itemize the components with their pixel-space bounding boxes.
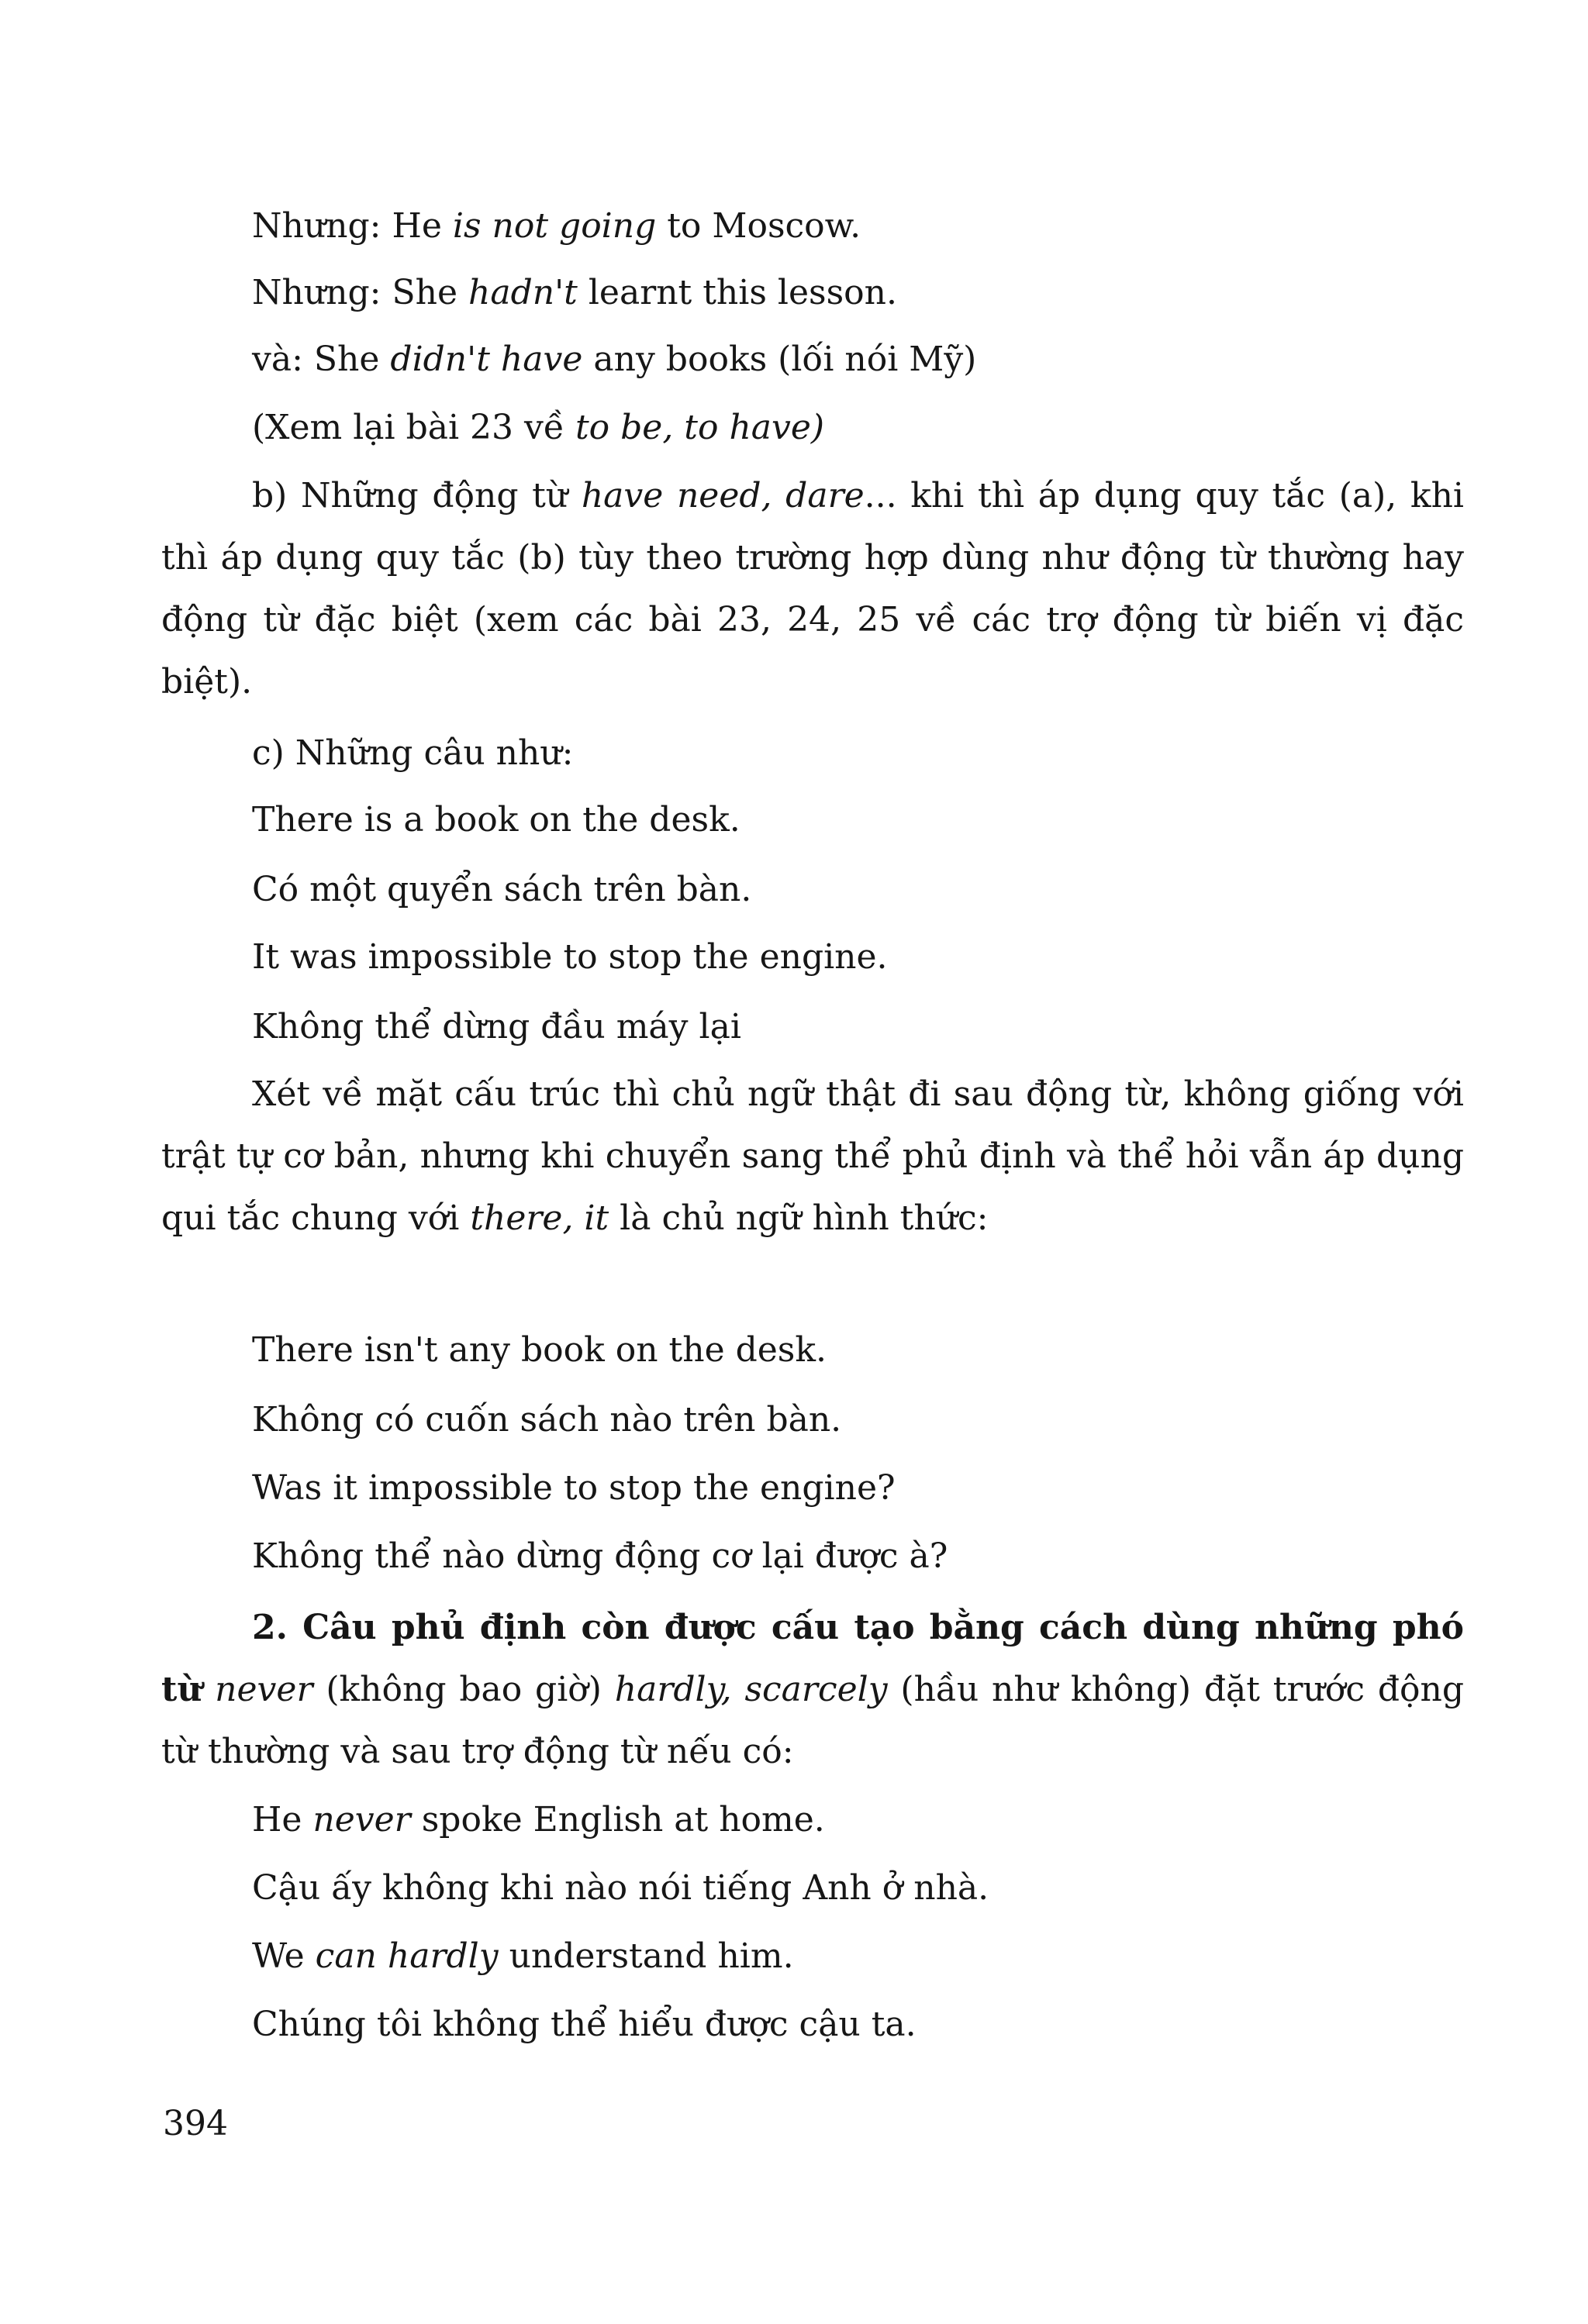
text-span: Nhưng: She [252,273,468,312]
example-line-16 [252,2002,917,2048]
italic-span: have need, dare [581,476,865,515]
text-span: to Moscow. [656,206,861,246]
paragraph-structure [161,1064,1464,1250]
example-line-3 [252,336,976,383]
text-span: understand him. [498,1936,794,1976]
text-span: c) Những câu như: [252,733,574,773]
example-line-7 [252,934,888,981]
example-line-8 [252,1004,741,1050]
example-line-10 [252,1397,841,1443]
italic-span: hardly, scarcely [614,1670,888,1709]
text-span [202,1670,215,1709]
paragraph-b [161,465,1464,713]
text-span: Không thể dừng đầu máy lại [252,1007,741,1046]
text-span: và: She [252,340,391,379]
text-span: Cậu ấy không khi nào nói tiếng Anh ở nhà. [252,1868,989,1908]
example-line-11 [252,1465,896,1512]
example-line-2 [252,270,897,316]
text-span: It was impossible to stop the engine. [252,937,888,977]
italic-span: hadn't [468,273,578,312]
text-span: Không có cuốn sách nào trên bàn. [252,1400,842,1440]
italic-span: didn't have [390,340,583,379]
text-span: Không thể nào dừng động cơ lại được à? [252,1536,948,1576]
bold-span: 2. Câu phủ định còn được cấu tạo bằng cách dùng những phó từ [161,1608,1464,1709]
example-line-13 [252,1797,825,1843]
text-span: There isn't any book on the desk. [252,1330,827,1370]
text-span: There is a book on the desk. [252,800,740,840]
page-number: 394 [163,2104,228,2143]
text-span: b) Những động từ [252,476,582,515]
text-span: Nhưng: He [252,206,453,246]
example-line-6 [252,867,751,913]
text-span: ... khi thì áp dụng quy tắc (a), khi thì áp dụng quy tắc (b) tùy theo trường hợp dùng như động từ thường hay động từ đặc biệt (xem các bài 23, 24, 25 về các trợ động từ biến vị đặc biệt). [161,476,1464,702]
text-span: Xét về mặt cấu trúc thì chủ ngữ thật đi sau động từ, không giống với trật tự cơ bản, nhưng khi chuyển sang thể phủ định và thể hỏi vẫn áp dụng qui tắc chung với [161,1074,1464,1238]
text-span: (hầu như không) đặt trước động từ thường và sau trợ động từ nếu có: [161,1670,1464,1771]
italic-span: there, it [470,1198,609,1238]
example-line-15 [252,1933,794,1980]
text-span: (Xem lại bài 23 về [252,408,575,447]
example-line-1 [252,203,861,250]
text-span: He [252,1800,313,1840]
example-line-14 [252,1865,989,1912]
text-span: là chủ ngữ hình thức: [609,1198,989,1238]
text-span: any books (lối nói Mỹ) [582,340,977,379]
text-span: Was it impossible to stop the engine? [252,1468,896,1508]
example-line-4 [252,405,824,451]
text-span: We [252,1936,316,1976]
example-line-9 [252,1327,827,1374]
paragraph-2 [161,1597,1464,1783]
example-line-5 [252,797,740,843]
italic-span: never [215,1670,313,1709]
text-span: learnt this lesson. [577,273,897,312]
text-span: Chúng tôi không thể hiểu được cậu ta. [252,2005,917,2044]
text-span: spoke English at home. [410,1800,825,1840]
example-line-12 [252,1533,948,1580]
text-span: Có một quyển sách trên bàn. [252,870,752,909]
italic-span: can hardly [315,1936,499,1976]
italic-span: is not going [452,206,657,246]
text-span: (không bao giờ) [312,1670,615,1709]
heading-c [252,730,574,777]
italic-span: never [312,1800,411,1840]
italic-span: to be, to have) [575,408,825,447]
